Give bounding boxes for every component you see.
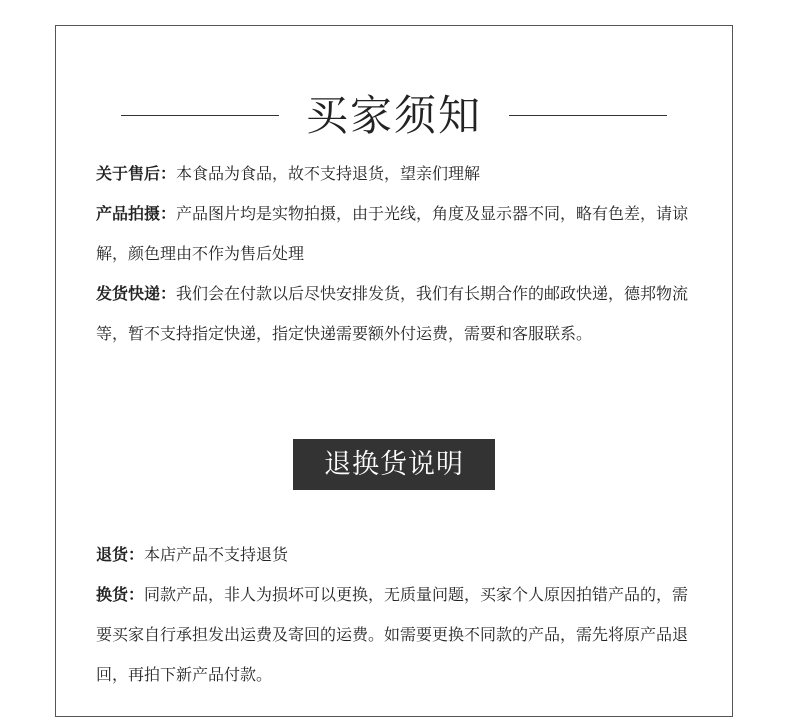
title-divider-right (509, 115, 667, 116)
returns-text: 同款产品，非人为损坏可以更换，无质量问题，买家个人原因拍错产品的，需要买家自行承担发出运费及寄回的运费。如需要更换不同款的产品，需先将原产品退回，再拍下新产品付款。 (96, 585, 689, 684)
notice-text: 本食品为食品，故不支持退货，望亲们理解 (176, 164, 481, 183)
returns-exchange (96, 575, 696, 695)
buyer-notice-section (96, 154, 696, 354)
notice-label: 产品拍摄： (96, 204, 177, 223)
notice-frame (55, 25, 733, 717)
returns-text: 本店产品不支持退货 (144, 545, 289, 564)
notice-label: 发货快递： (96, 284, 177, 303)
returns-section (96, 535, 696, 695)
returns-refund (96, 535, 696, 575)
notice-photography (96, 194, 696, 274)
page-title: 买家须知 (305, 91, 482, 140)
returns-banner: 退换货说明 (293, 439, 495, 490)
notice-after-sales (96, 154, 696, 194)
notice-text: 产品图片均是实物拍摄，由于光线，角度及显示器不同，略有色差，请谅解，颜色理由不作为售后处理 (96, 204, 689, 263)
notice-label: 关于售后： (96, 164, 177, 183)
notice-text: 我们会在付款以后尽快安排发货，我们有长期合作的邮政快递，德邦物流等，暂不支持指定快递，指定快递需要额外付运费，需要和客服联系。 (96, 284, 689, 343)
returns-label: 退货： (96, 545, 145, 564)
returns-label: 换货： (96, 585, 145, 604)
title-row (56, 88, 732, 144)
notice-shipping (96, 274, 696, 354)
